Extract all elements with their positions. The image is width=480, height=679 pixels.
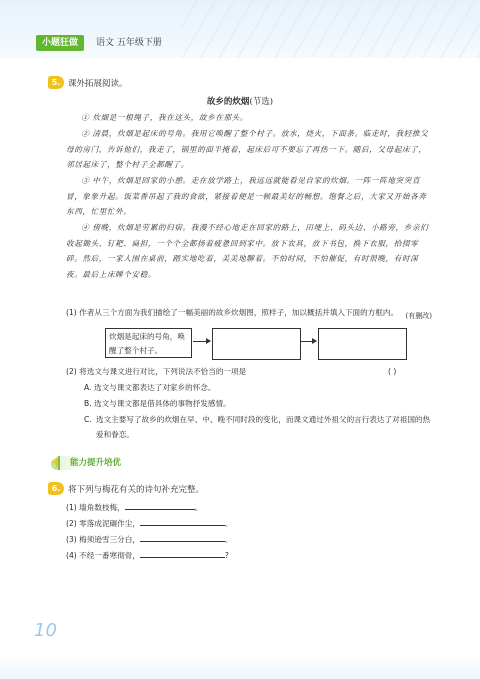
- question-instruction: 将下列与梅花有关的诗句补充完整。: [68, 484, 205, 495]
- article-title-text: 故乡的炊烟: [206, 97, 250, 107]
- book-title: 语文 五年级下册: [96, 38, 162, 48]
- ability-title: 能力提升培优: [70, 458, 122, 468]
- poem-prefix: (1) 墙角数枝梅，: [66, 503, 125, 512]
- footer-bar: [0, 655, 480, 679]
- paragraph-4: ④ 傍晚，炊烟是劳累的归宿。我漫不经心地走在回家的路上，田埂上、码头边、小路旁，乡亲们收起锄头、钉耙、扁担，一个个全都扬着疲惫回到家中。放下农具，放下书包，换下衣服，拾掇零碎。然后，一家人围在桌前，踏实地吃着，美美地聊着。不怕时间，不怕催促，有时很晚，有时深夜。最后上床睡个安稳。: [66, 223, 429, 279]
- answer-blank[interactable]: [125, 500, 195, 510]
- option-label: C.: [84, 415, 92, 424]
- section-tag: 小题狂做: [36, 35, 84, 51]
- ability-section-header: [48, 452, 158, 472]
- poem-suffix: 。: [224, 519, 233, 528]
- poem-line-3: [66, 532, 233, 547]
- question-5: [48, 76, 128, 89]
- page-number: 10: [34, 620, 57, 641]
- option-text: 选文与课文都是借具体的事物抒发感情。: [94, 399, 231, 408]
- option-text: 选文主要写了故乡的炊烟在早、中、晚不同时段的变化，而课文通过外祖父的言行表达了对祖国的热爱和眷恋。: [96, 415, 431, 439]
- option-c: [84, 412, 434, 442]
- source-note: (有删改): [405, 312, 432, 320]
- option-text: 选文与课文都表达了对家乡的怀念。: [94, 383, 216, 392]
- poem-line-2: [66, 516, 233, 531]
- paragraph-1: ① 炊烟是一根绳子，我在这头，故乡在那头。: [81, 113, 249, 122]
- answer-blank[interactable]: [140, 516, 225, 526]
- answer-box-example: 炊烟是起床的号角，唤醒了整个村子。: [105, 328, 192, 358]
- option-label: A.: [84, 383, 92, 392]
- arrow-right-icon: [300, 341, 316, 342]
- question-number: 5.: [48, 76, 64, 89]
- answer-box-2[interactable]: [212, 328, 301, 360]
- article-title: [0, 95, 480, 107]
- poem-line-1: [66, 500, 202, 515]
- sub-question-2: (2) 将选文与课文进行对比，下列说法不恰当的一项是: [66, 367, 247, 376]
- option-a: [84, 380, 434, 395]
- answer-blank[interactable]: [140, 532, 225, 542]
- option-label: B.: [84, 399, 92, 408]
- arrow-right-icon: [193, 341, 210, 342]
- question-6: [48, 482, 204, 495]
- sub-question-1: (1) 作者从三个方面为我们描绘了一幅美丽的故乡炊烟图，照样子，加以概括并填入下面的方框内。: [66, 308, 399, 317]
- paragraph-3: ③ 中午，炊烟是回家的小憩。走在放学路上，我远远就能看见自家的炊烟。一阵一阵地突突直冒，象象升起。饭菜香吊起了我的食欲，紧接着便是一顿最美好的畅想。饱餐之后，大家又开始各奔东西，忙里忙外。: [66, 176, 427, 217]
- poem-suffix: 。: [194, 503, 203, 512]
- poem-prefix: (3) 梅须逊雪三分白，: [66, 535, 140, 544]
- answer-paren[interactable]: ( ): [388, 367, 397, 376]
- answer-box-3[interactable]: [318, 328, 407, 360]
- paragraph-2: ② 清晨，炊烟是起床的号角。我用它唤醒了整个村子。放水，烧火，下面条。临走时，我轻推父母的房门，告诉他们，我走了，锅里的面半掩着，起床后可不要忘了再热一下。随后，父母起床了，邻居起床了，整个村子全都醒了。: [66, 129, 429, 170]
- poem-line-4: [66, 548, 229, 563]
- header-decoration: [180, 0, 480, 58]
- poem-prefix: (2) 零落成泥碾作尘，: [66, 519, 140, 528]
- poem-suffix: 。: [224, 535, 233, 544]
- question-instruction: 课外拓展阅读。: [68, 78, 128, 89]
- answer-blank[interactable]: [140, 548, 225, 558]
- article-subtitle: (节选): [249, 97, 274, 107]
- question-number: 6.: [48, 482, 64, 495]
- poem-suffix: ?: [224, 551, 229, 560]
- poem-prefix: (4) 不经一番寒彻骨，: [66, 551, 140, 560]
- option-b: [84, 396, 434, 411]
